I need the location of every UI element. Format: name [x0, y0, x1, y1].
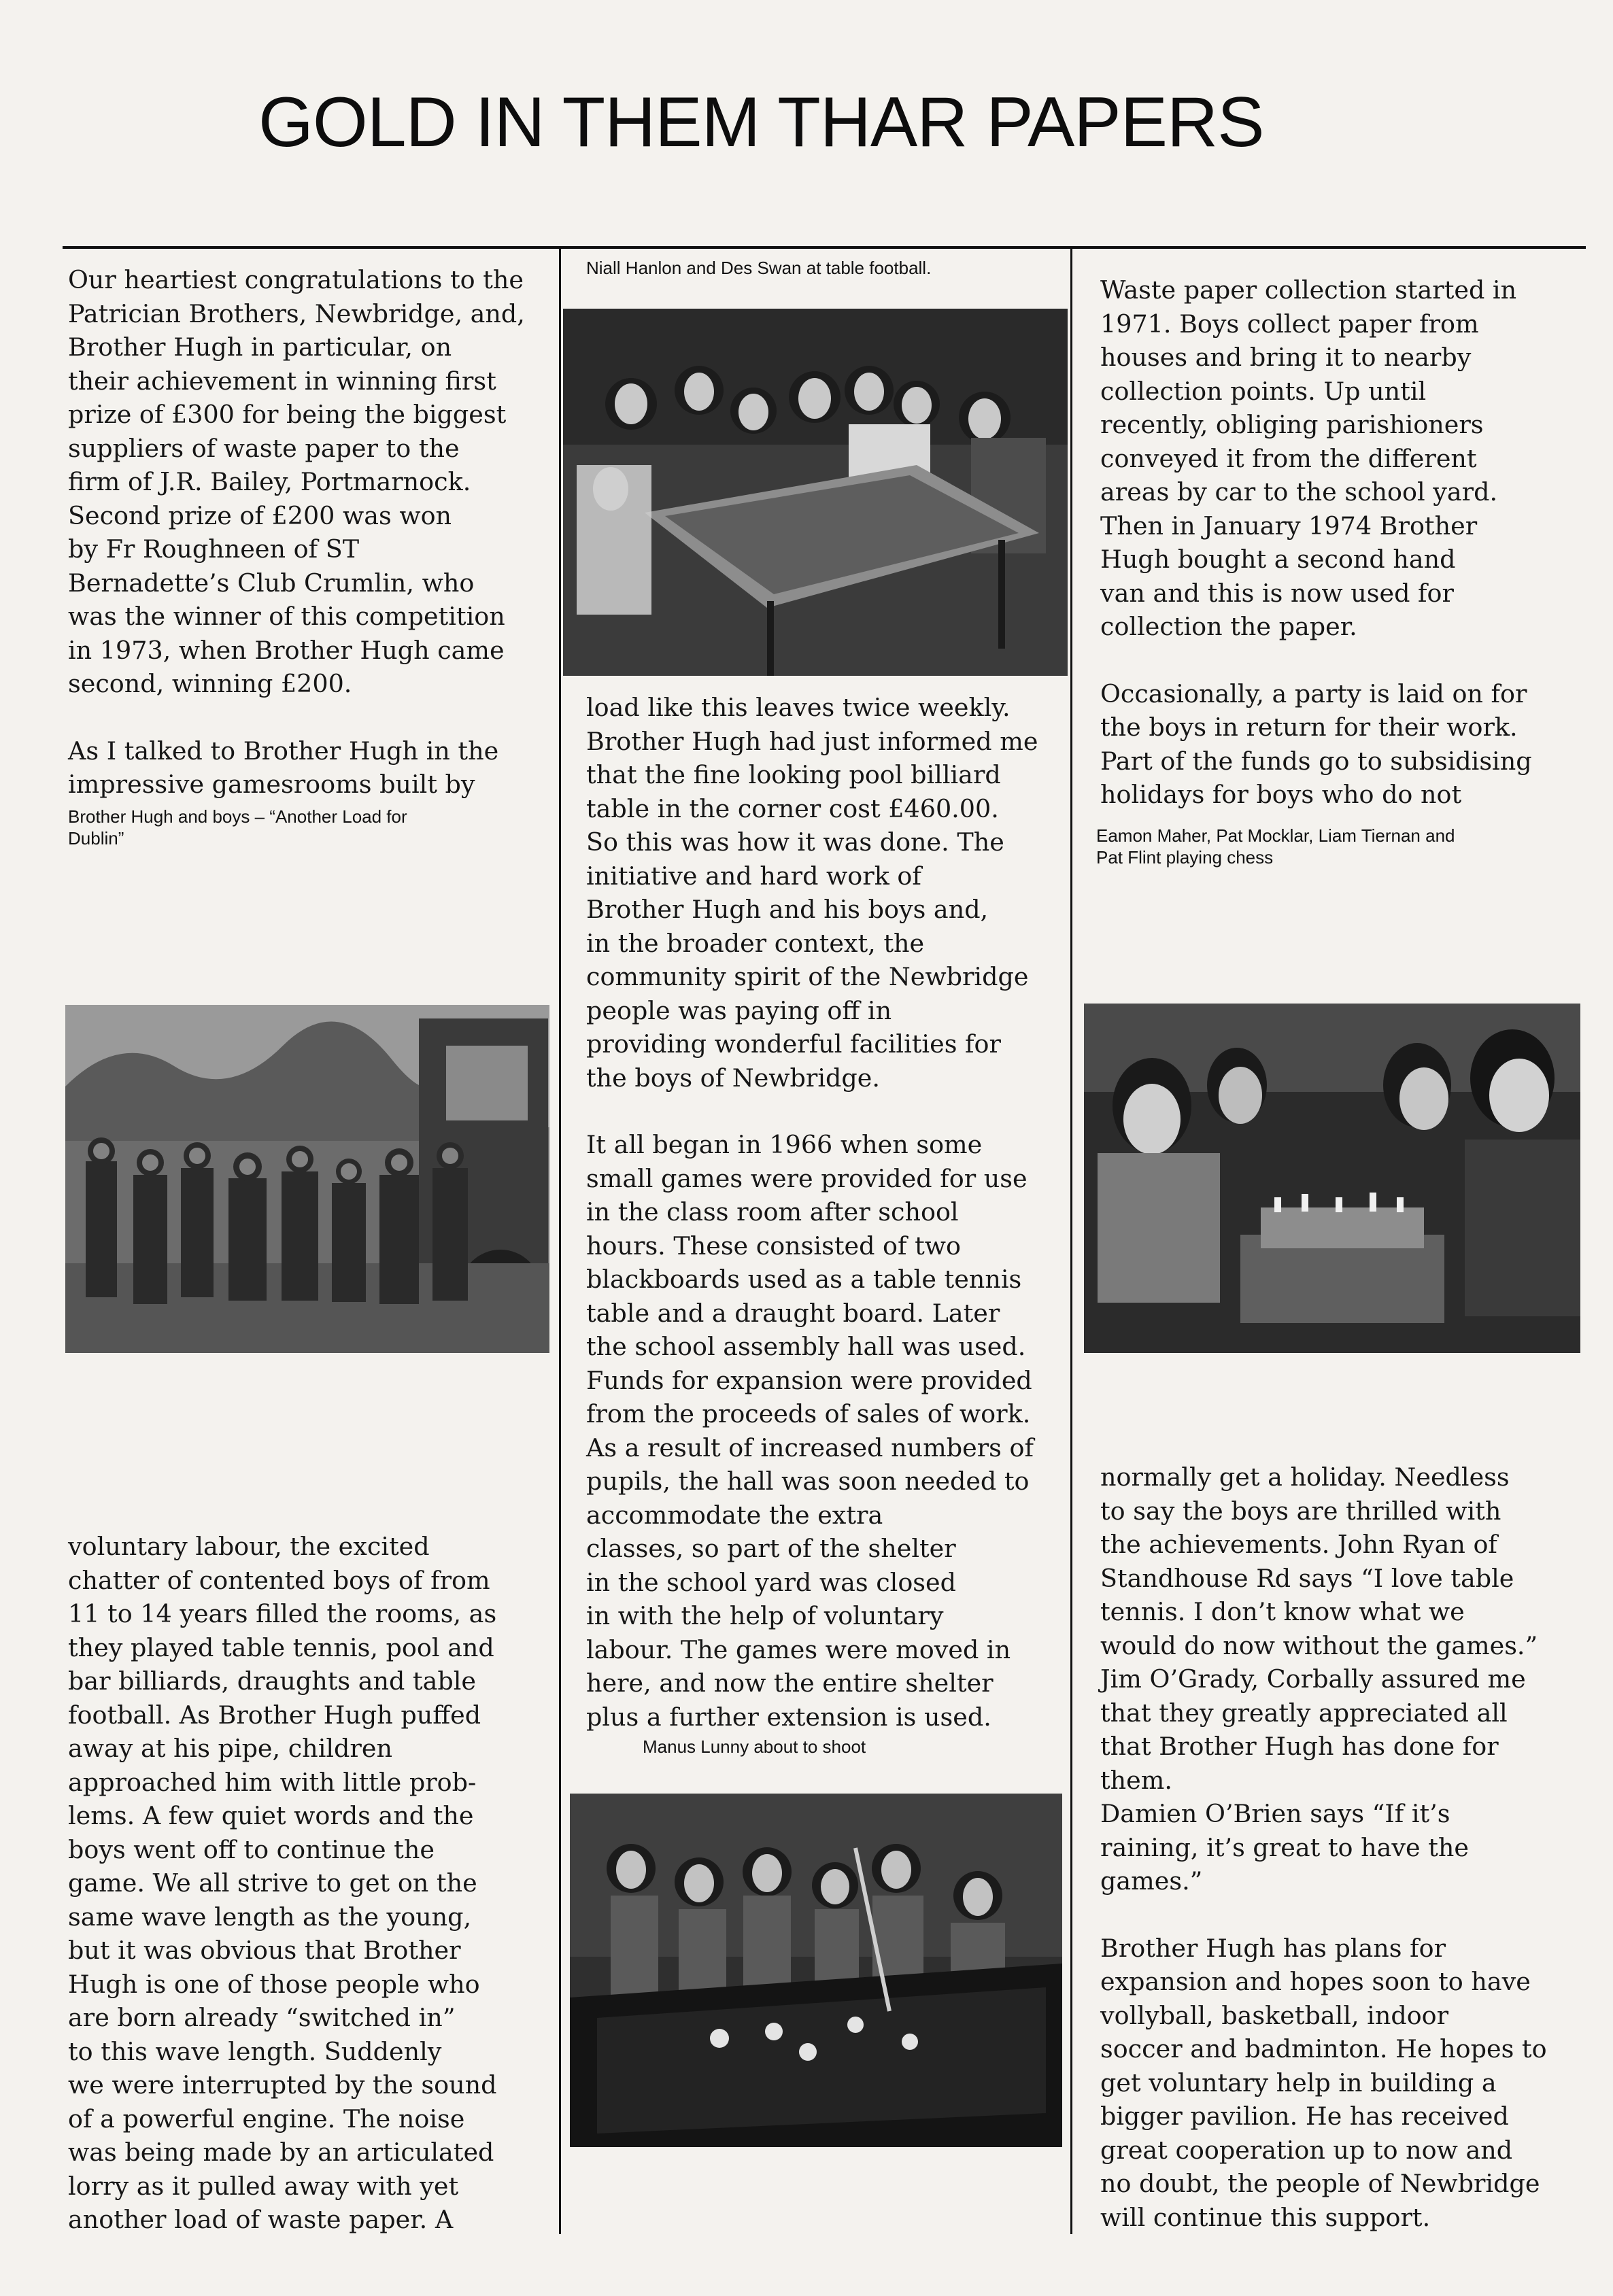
- text-line: Jim O’Grady, Corbally assured me: [1100, 1664, 1526, 1694]
- text-line: was the winner of this competition: [68, 602, 505, 631]
- text-line: get voluntary help in building a: [1100, 2068, 1497, 2097]
- text-line: the boys of Newbridge.: [586, 1063, 880, 1093]
- text-line: Waste paper collection started in: [1100, 275, 1517, 305]
- text-line: holidays for boys who do not: [1100, 780, 1462, 809]
- text-line: classes, so part of the shelter: [586, 1534, 956, 1563]
- text-line: that Brother Hugh has done for: [1100, 1732, 1499, 1761]
- text-line: in the class room after school: [586, 1197, 959, 1227]
- text-line: lorry as it pulled away with yet: [68, 2171, 459, 2201]
- text-line: boys went off to continue the: [68, 1834, 435, 1864]
- text-line: another load of waste paper. A: [68, 2205, 454, 2234]
- text-line: community spirit of the Newbridge: [586, 962, 1029, 991]
- text-line: that the fine looking pool billiard: [586, 760, 1001, 789]
- text-line: of a powerful engine. The noise: [68, 2104, 465, 2134]
- text-line: collection the paper.: [1100, 612, 1357, 641]
- column-3-text-bottom: [1100, 1460, 1583, 2234]
- lorry-photo-image: [65, 1005, 549, 1353]
- text-line: great cooperation up to now and: [1100, 2135, 1513, 2165]
- photo-pool: [570, 1794, 1062, 2147]
- text-line: As I talked to Brother Hugh in the: [68, 736, 499, 766]
- text-line: in 1973, when Brother Hugh came: [68, 635, 505, 665]
- text-line: As a result of increased numbers of: [586, 1433, 1034, 1462]
- text-line: are born already “switched in”: [68, 2003, 456, 2032]
- text-line: prize of £300 for being the biggest: [68, 400, 507, 429]
- pool-photo-image: [570, 1794, 1062, 2147]
- text-line: voluntary labour, the excited: [68, 1532, 430, 1561]
- column-1-intro: [68, 263, 551, 802]
- text-line: blackboards used as a table tennis: [586, 1265, 1022, 1294]
- text-line: no doubt, the people of Newbridge: [1100, 2169, 1540, 2198]
- text-line: providing wonderful facilities for: [586, 1029, 1001, 1059]
- text-line: expansion and hopes soon to have: [1100, 1967, 1531, 1996]
- caption-table-football: Niall Hanlon and Des Swan at table football.: [586, 258, 932, 278]
- text-line: load like this leaves twice weekly.: [586, 693, 1011, 722]
- headline: GOLD IN THEM THAR PAPERS: [258, 83, 1264, 162]
- text-line: lems. A few quiet words and the: [68, 1801, 474, 1830]
- text-line: Brother Hugh and his boys and,: [586, 895, 989, 924]
- caption-line: Dublin”: [68, 828, 124, 849]
- text-line: impressive gamesrooms built by: [68, 770, 475, 799]
- text-line: same wave length as the young,: [68, 1902, 472, 1932]
- text-line: hours. These consisted of two: [586, 1231, 962, 1261]
- chess-photo-image: [1084, 1004, 1580, 1353]
- caption-chess: [1096, 825, 1586, 868]
- text-line: areas by car to the school yard.: [1100, 477, 1498, 507]
- text-line: bar billiards, draughts and table: [68, 1666, 477, 1696]
- text-line: approached him with little prob-: [68, 1767, 477, 1797]
- caption-line: Pat Flint playing chess: [1096, 847, 1274, 868]
- text-line: Bernadette’s Club Crumlin, who: [68, 568, 475, 598]
- text-line: Damien O’Brien says “If it’s: [1100, 1799, 1450, 1828]
- text-line: Occasionally, a party is laid on for: [1100, 679, 1527, 708]
- text-line: to say the boys are thrilled with: [1100, 1496, 1501, 1526]
- text-line: football. As Brother Hugh puffed: [68, 1700, 481, 1730]
- text-line: table and a draught board. Later: [586, 1298, 1000, 1328]
- text-line: would do now without the games.”: [1100, 1630, 1538, 1660]
- text-line: from the proceeds of sales of work.: [586, 1399, 1031, 1428]
- photo-lorry-boys: [65, 1005, 549, 1353]
- text-line: initiative and hard work of: [586, 861, 921, 891]
- text-line: chatter of contented boys of from: [68, 1565, 490, 1595]
- text-line: van and this is now used for: [1100, 578, 1454, 608]
- text-line: labour. The games were moved in: [586, 1634, 1011, 1664]
- text-line: to this wave length. Suddenly: [68, 2036, 442, 2066]
- text-line: we were interrupted by the sound: [68, 2070, 497, 2100]
- text-line: Hugh bought a second hand: [1100, 545, 1456, 574]
- text-line: games.”: [1100, 1866, 1203, 1896]
- text-line: normally get a holiday. Needless: [1100, 1462, 1510, 1492]
- text-line: Patrician Brothers, Newbridge, and,: [68, 298, 525, 328]
- column-3-text-top: [1100, 273, 1583, 812]
- text-line: table in the corner cost £460.00.: [586, 793, 999, 823]
- text-line: raining, it’s great to have the: [1100, 1832, 1469, 1862]
- text-line: in the broader context, the: [586, 928, 925, 958]
- text-line: Part of the funds go to subsidising: [1100, 746, 1532, 776]
- text-line: Brother Hugh had just informed me: [586, 726, 1038, 756]
- text-line: the boys in return for their work.: [1100, 713, 1518, 742]
- text-line: game. We all strive to get on the: [68, 1868, 477, 1898]
- photo-table-football: [563, 309, 1068, 676]
- text-line: conveyed it from the different: [1100, 443, 1477, 473]
- text-line: Standhouse Rd says “I love table: [1100, 1563, 1514, 1593]
- text-line: accommodate the extra: [586, 1500, 883, 1530]
- table-football-photo-image: [563, 309, 1068, 676]
- text-line: people was paying off in: [586, 995, 892, 1025]
- column-2-text: [586, 691, 1062, 1734]
- caption-line: Eamon Maher, Pat Mocklar, Liam Tiernan and: [1096, 825, 1455, 846]
- text-line: in with the help of voluntary: [586, 1601, 944, 1630]
- text-line: the achievements. John Ryan of: [1100, 1530, 1497, 1559]
- text-line: in the school yard was closed: [586, 1567, 956, 1597]
- text-line: bigger pavilion. He has received: [1100, 2102, 1509, 2131]
- text-line: Brother Hugh in particular, on: [68, 332, 452, 362]
- text-line: the school assembly hall was used.: [586, 1332, 1026, 1361]
- text-line: that they greatly appreciated all: [1100, 1698, 1508, 1728]
- caption-pool: Manus Lunny about to shoot: [643, 1736, 866, 1757]
- text-line: collection points. Up until: [1100, 376, 1427, 406]
- text-line: Funds for expansion were provided: [586, 1365, 1032, 1395]
- header-rule: [63, 246, 1586, 249]
- text-line: here, and now the entire shelter: [586, 1668, 994, 1698]
- text-line: second, winning £200.: [68, 669, 352, 698]
- text-line: recently, obliging parishioners: [1100, 410, 1484, 439]
- text-line: firm of J.R. Bailey, Portmarnock.: [68, 467, 471, 496]
- text-line: 11 to 14 years filled the rooms, as: [68, 1599, 497, 1628]
- text-line: away at his pipe, children: [68, 1734, 392, 1763]
- text-line: vollyball, basketball, indoor: [1100, 2000, 1449, 2030]
- text-line: suppliers of waste paper to the: [68, 433, 460, 463]
- text-line: soccer and badminton. He hopes to: [1100, 2034, 1547, 2063]
- text-line: tennis. I don’t know what we: [1100, 1597, 1465, 1626]
- column-divider-left: [559, 249, 561, 2234]
- text-line: Then in January 1974 Brother: [1100, 511, 1478, 541]
- text-line: plus a further extension is used.: [586, 1702, 991, 1732]
- text-line: pupils, the hall was soon needed to: [586, 1467, 1030, 1496]
- text-line: by Fr Roughneen of ST: [68, 534, 360, 564]
- photo-chess: [1084, 1004, 1580, 1353]
- text-line: Our heartiest congratulations to the: [68, 265, 524, 294]
- text-line: houses and bring it to nearby: [1100, 343, 1472, 372]
- text-line: So this was how it was done. The: [586, 827, 1004, 857]
- text-line: but it was obvious that Brother: [68, 1936, 461, 1965]
- text-line: will continue this support.: [1100, 2202, 1431, 2232]
- caption-lorry: [68, 806, 544, 849]
- text-line: was being made by an articulated: [68, 2138, 494, 2167]
- column-divider-right: [1070, 249, 1072, 2234]
- text-line: Hugh is one of those people who: [68, 1969, 480, 1999]
- caption-line: Brother Hugh and boys – “Another Load for: [68, 806, 407, 827]
- text-line: small games were provided for use: [586, 1163, 1028, 1193]
- text-line: their achievement in winning first: [68, 366, 496, 396]
- text-line: Second prize of £200 was won: [68, 500, 452, 530]
- text-line: Brother Hugh has plans for: [1100, 1933, 1446, 1963]
- text-line: 1971. Boys collect paper from: [1100, 309, 1479, 339]
- text-line: them.: [1100, 1765, 1172, 1795]
- column-1-continued: [68, 1530, 551, 2237]
- text-line: It all began in 1966 when some: [586, 1130, 983, 1159]
- text-line: they played table tennis, pool and: [68, 1632, 494, 1662]
